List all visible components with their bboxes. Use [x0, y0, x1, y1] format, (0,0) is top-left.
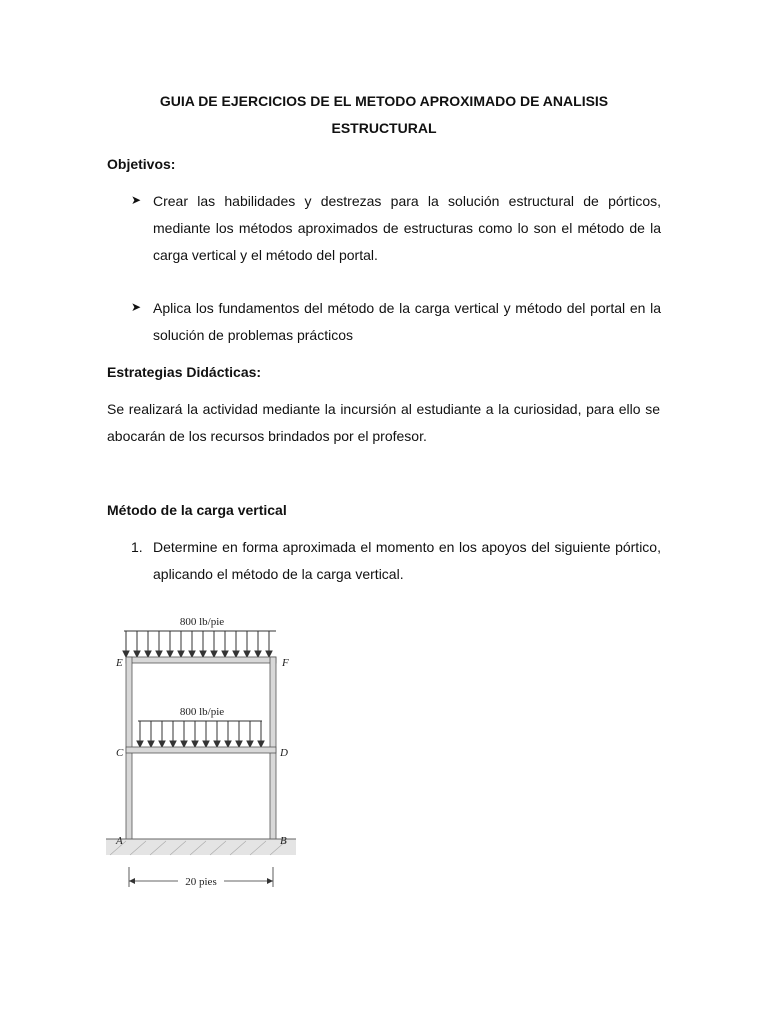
node-label-c: C — [116, 747, 124, 759]
estrategias-paragraph: Se realizará la actividad mediante la incursión al estudiante a la curiosidad, para ello se abocarán de los recursos brindados por el profesor. — [107, 401, 660, 444]
node-label-b: B — [280, 835, 287, 847]
node-label-a: A — [116, 835, 123, 847]
arrow-bullet-icon: ➤ — [131, 300, 142, 314]
beam-cd — [126, 747, 276, 753]
span-label: 20 pies — [185, 876, 217, 888]
node-label-f: F — [282, 657, 289, 669]
metodo-heading: Método de la carga vertical — [107, 502, 287, 518]
document-title-line1: GUIA DE EJERCICIOS DE EL METODO APROXIMADO DE ANALISIS — [159, 93, 609, 109]
exercise-text: Determine en forma aproximada el momento en los apoyos del siguiente pórtico, aplicando el método de la carga vertical. — [153, 539, 661, 582]
node-label-e: E — [116, 657, 123, 669]
frame-figure — [100, 605, 300, 895]
exercise-item-1 — [131, 534, 661, 588]
document-title-line2: ESTRUCTURAL — [331, 120, 437, 136]
dimension-arrow-left — [129, 878, 135, 884]
estrategias-heading: Estrategias Didácticas: — [107, 364, 262, 380]
objetivo-item-text: Crear las habilidades y destrezas para la solución estructural de pórticos, mediante los métodos aproximados de estructuras como lo son el método de la carga vertical y el método del portal. — [153, 193, 661, 263]
top-load-label: 800 lb/pie — [179, 616, 225, 628]
mid-load-arrows — [137, 721, 264, 747]
objetivos-heading: Objetivos: — [107, 156, 176, 172]
node-label-d: D — [280, 747, 288, 759]
beam-ef — [126, 657, 276, 663]
top-load-arrows — [123, 631, 272, 657]
arrow-bullet-icon: ➤ — [131, 193, 142, 207]
exercise-number: 1. — [131, 539, 143, 555]
objetivo-item-1 — [131, 188, 661, 269]
dimension-arrow-right — [267, 878, 273, 884]
objetivo-item-2 — [131, 295, 661, 349]
objetivo-item-text: Aplica los fundamentos del método de la carga vertical y método del portal en la solución de problemas prácticos — [153, 300, 661, 343]
mid-load-label: 800 lb/pie — [179, 706, 225, 718]
ground-hatch — [106, 839, 296, 855]
